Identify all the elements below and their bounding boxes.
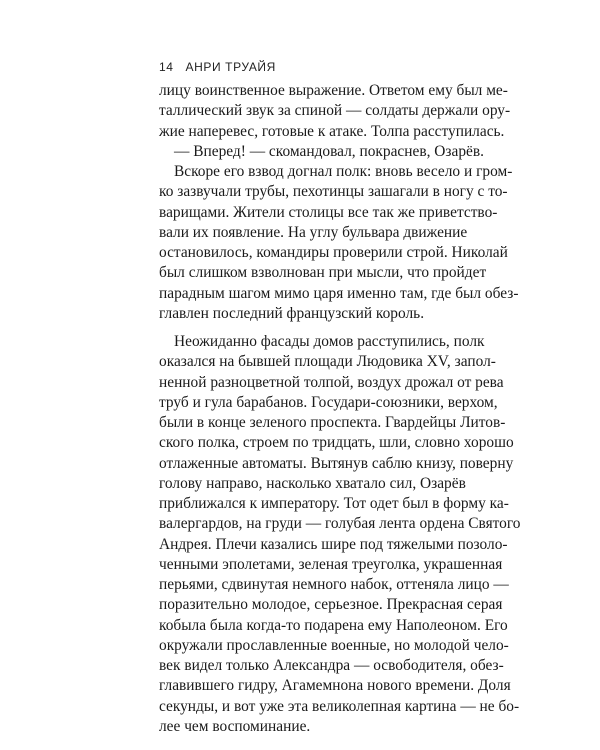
- text-line: варищами. Жители столицы все так же приветство-: [159, 203, 498, 221]
- paragraph: [159, 81, 511, 142]
- text-line: перьями, сдвинутая немного набок, оттеняла лицо —: [159, 576, 509, 593]
- text-line: ченными эполетами, зеленая треуголка, украшенная: [159, 555, 503, 573]
- text-line: ненной разноцветной толпой, воздух дрожал от рева: [159, 373, 504, 391]
- text-line: остановилось, командиры проверили строй. Николай: [159, 244, 508, 261]
- text-line: вали их появление. На углу бульвара движение: [159, 223, 468, 241]
- text-line: валергардов, на груди — голубая лента ордена Святого: [159, 515, 521, 533]
- text-line: век видел только Александра — освободителя, обез-: [159, 657, 504, 674]
- text-line: Вскоре его взвод догнал полк: вновь весело и гром-: [174, 163, 513, 180]
- text-line: парадным шагом мимо царя именно там, где был обез-: [159, 284, 519, 302]
- body-text: [159, 81, 521, 737]
- paragraph: [159, 142, 484, 162]
- text-line: жие наперевес, готовые к атаке. Толпа расступилась.: [159, 122, 505, 140]
- text-line: были в конце зеленого проспекта. Гвардейцы Литов-: [159, 414, 506, 431]
- text-line: приближался к императору. Тот одет был в форму ка-: [159, 495, 509, 512]
- text-line: был слишком взволнован при мысли, что пройдет: [159, 264, 487, 282]
- text-line: отлаженные автоматы. Вытянув саблю книзу, поверну: [159, 454, 514, 472]
- paragraph-gap: [159, 324, 441, 332]
- paragraph: [159, 162, 519, 324]
- text-line: ко зазвучали трубы, пехотинцы зашагали в ногу с то-: [159, 183, 508, 201]
- text-line: Неожиданно фасады домов расступились, полк: [174, 333, 485, 350]
- text-line: кобыла была когда-то подарена ему Наполеоном. Его: [159, 616, 508, 634]
- text-line: таллический звук за спиной — солдаты держали ору-: [159, 102, 511, 120]
- text-line: ского полка, строем по тридцать, шли, словно хорошо: [159, 434, 514, 452]
- page-number: 14: [159, 60, 174, 74]
- text-line: секунды, и вот уже эта великолепная картина — не бо-: [159, 697, 520, 715]
- text-line: главившего гидру, Агамемнона нового времени. Доля: [159, 677, 511, 695]
- text-line: — Вперед! — скомандовал, покраснев, Озарёв.: [174, 142, 484, 160]
- text-line: голову направо, насколько хватало сил, Озарёв: [159, 474, 466, 492]
- text-line: поразительно молодое, серьезное. Прекрасная серая: [159, 596, 503, 614]
- text-line: труб и гула барабанов. Государи-союзники, верхом,: [159, 393, 498, 411]
- text-line: Андрея. Плечи казались шире под тяжелыми позоло-: [159, 535, 508, 553]
- paragraph: [159, 332, 521, 737]
- text-line: главлен последний французский король.: [159, 304, 425, 322]
- running-header: [159, 60, 276, 74]
- running-title: АНРИ ТРУАЙЯ: [185, 60, 276, 74]
- text-line: лее чем воспоминание.: [159, 717, 311, 735]
- text-line: лицу воинственное выражение. Ответом ему был ме-: [159, 82, 508, 99]
- text-line: оказался на бывшей площади Людовика XV, запол-: [159, 353, 496, 371]
- text-line: окружали прославленные военные, но молодой чело-: [159, 636, 509, 654]
